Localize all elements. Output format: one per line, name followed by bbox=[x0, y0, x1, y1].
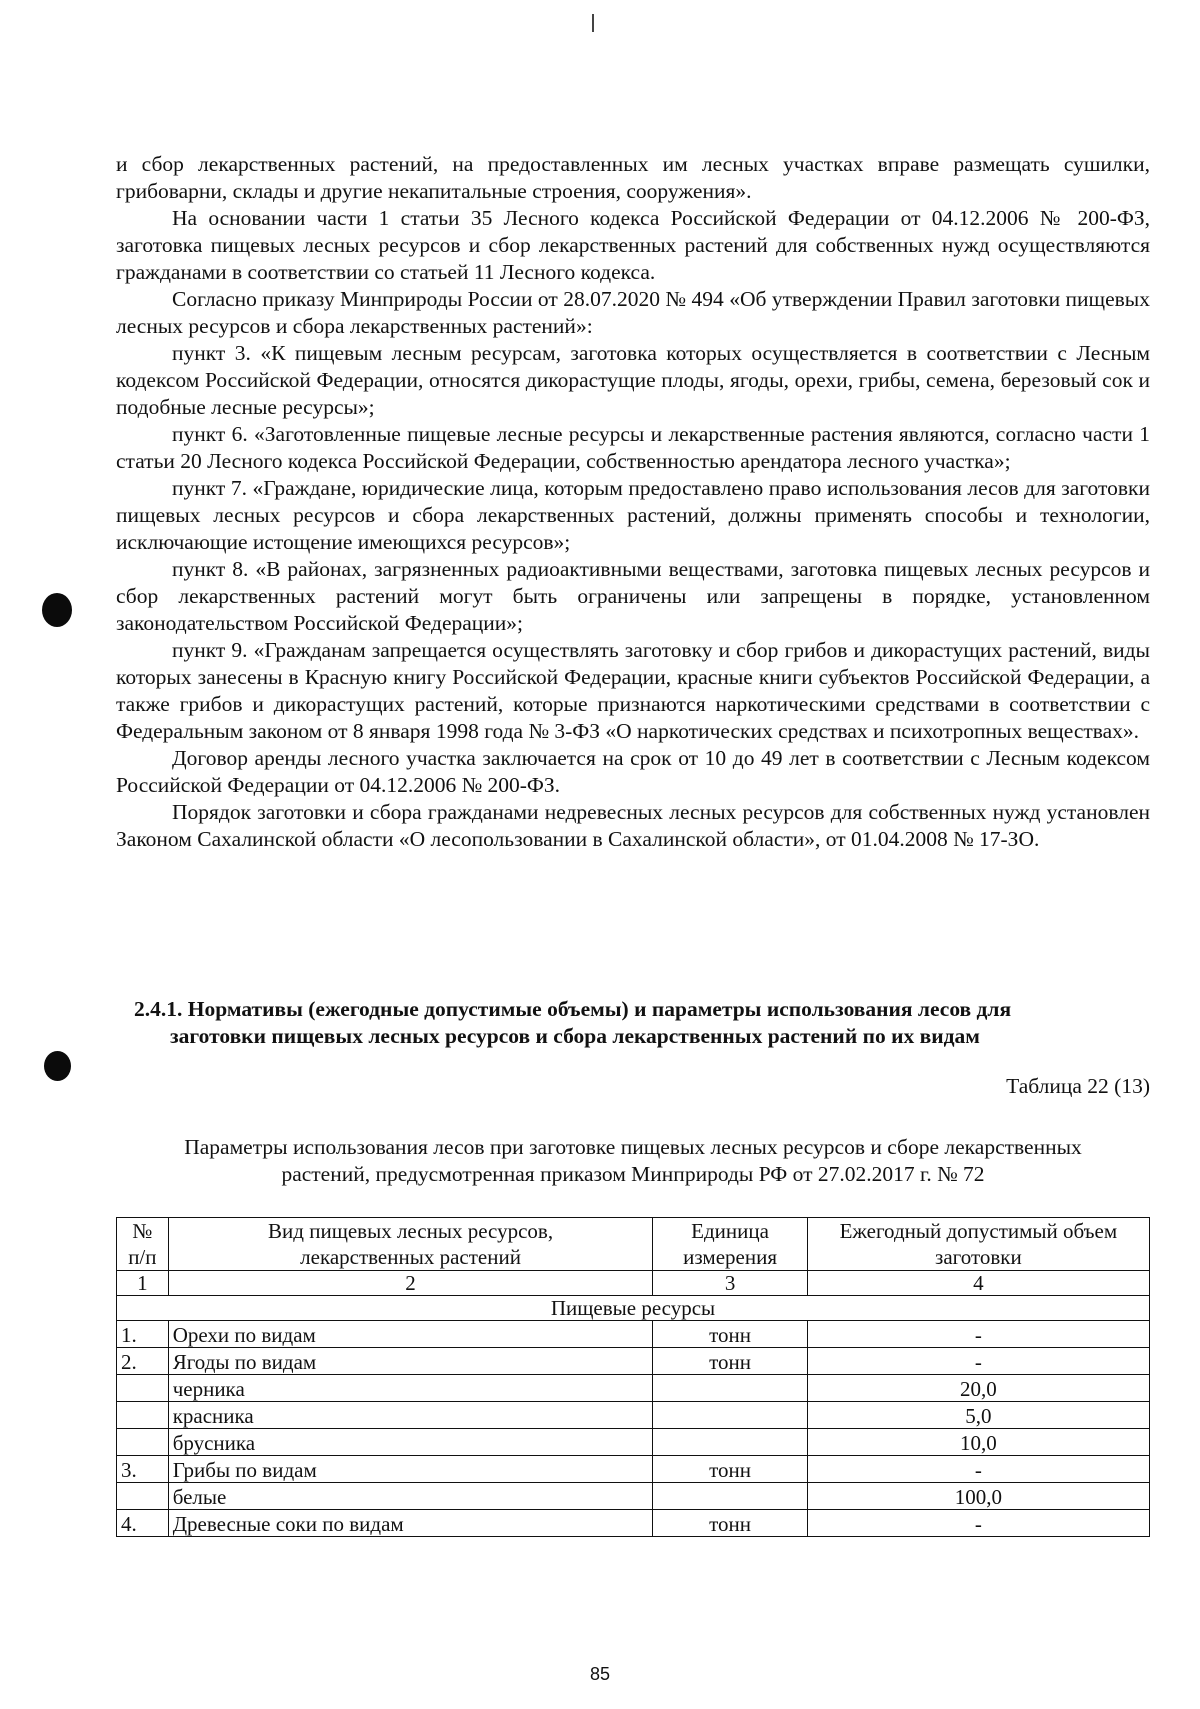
row-name: Ягоды по видам bbox=[168, 1348, 653, 1375]
section-heading-line1: 2.4.1. Нормативы (ежегодные допустимые объемы) и параметры использования лесов для bbox=[134, 997, 1012, 1021]
binder-hole-mark bbox=[44, 1051, 71, 1081]
column-number: 4 bbox=[807, 1271, 1149, 1296]
column-number: 3 bbox=[653, 1271, 807, 1296]
section-heading bbox=[116, 996, 1150, 1050]
table-row bbox=[117, 1483, 1150, 1510]
column-number: 2 bbox=[168, 1271, 653, 1296]
row-unit bbox=[653, 1483, 807, 1510]
page-number: 85 bbox=[589, 1664, 611, 1684]
row-volume: 5,0 bbox=[807, 1402, 1149, 1429]
row-unit bbox=[653, 1402, 807, 1429]
row-num bbox=[117, 1429, 169, 1456]
row-num: 1. bbox=[117, 1321, 169, 1348]
paragraph: пункт 8. «В районах, загрязненных радиоактивными веществами, заготовка пищевых лесных ресурсов и сбор лекарственных растений могут быть ограничены или запрещены в порядке, установленном законодательством Российской Федерации»; bbox=[116, 557, 1150, 635]
parameters-table bbox=[116, 1217, 1150, 1537]
paragraph: Согласно приказу Минприроды России от 28.07.2020 № 494 «Об утверждении Правил заготовки пищевых лесных ресурсов и сбора лекарственных растений»: bbox=[116, 287, 1150, 338]
section-label: Пищевые ресурсы bbox=[117, 1296, 1150, 1321]
body-text bbox=[116, 151, 1150, 853]
table-row bbox=[117, 1456, 1150, 1483]
row-unit: тонн bbox=[653, 1456, 807, 1483]
row-name: Орехи по видам bbox=[168, 1321, 653, 1348]
column-number-row bbox=[117, 1271, 1150, 1296]
row-unit: тонн bbox=[653, 1321, 807, 1348]
row-volume: - bbox=[807, 1348, 1149, 1375]
row-num bbox=[117, 1402, 169, 1429]
scan-mark bbox=[592, 14, 594, 32]
row-volume: 10,0 bbox=[807, 1429, 1149, 1456]
row-volume: 20,0 bbox=[807, 1375, 1149, 1402]
row-num bbox=[117, 1375, 169, 1402]
row-name: черника bbox=[168, 1375, 653, 1402]
paragraph: пункт 3. «К пищевым лесным ресурсам, заготовка которых осуществляется в соответствии с Лесным кодексом Российской Федерации, относятся дикорастущие плоды, ягоды, орехи, грибы, семена, березовый сок и подобные лесные ресурсы»; bbox=[116, 341, 1150, 419]
table-row bbox=[117, 1429, 1150, 1456]
binder-hole-mark bbox=[42, 593, 72, 627]
paragraph: пункт 6. «Заготовленные пищевые лесные ресурсы и лекарственные растения являются, согласно части 1 статьи 20 Лесного кодекса Российской Федерации, собственностью арендатора лесного участка»; bbox=[116, 422, 1150, 473]
table-row bbox=[117, 1375, 1150, 1402]
paragraph: и сбор лекарственных растений, на предоставленных им лесных участках вправе размещать сушилки, грибоварни, склады и другие некапитальные строения, сооружения». bbox=[116, 152, 1150, 203]
row-name: брусника bbox=[168, 1429, 653, 1456]
table-row bbox=[117, 1510, 1150, 1537]
paragraph: Порядок заготовки и сбора гражданами недревесных лесных ресурсов для собственных нужд установлен Законом Сахалинской области «О лесопользовании в Сахалинской области», от 01.04.2008 № 17-ЗО. bbox=[116, 800, 1150, 851]
row-unit bbox=[653, 1375, 807, 1402]
row-num bbox=[117, 1483, 169, 1510]
paragraph: На основании части 1 статьи 35 Лесного кодекса Российской Федерации от 04.12.2006 № 200-ФЗ, заготовка пищевых лесных ресурсов и сбор лекарственных растений для собственных нужд осуществляются гражданами в соответствии со статьей 11 Лесного кодекса. bbox=[116, 206, 1150, 284]
table-label: Таблица 22 (13) bbox=[1006, 1074, 1150, 1098]
section-heading-line2: заготовки пищевых лесных ресурсов и сбора лекарственных растений по их видам bbox=[170, 1024, 980, 1048]
row-num: 4. bbox=[117, 1510, 169, 1537]
table-row bbox=[117, 1402, 1150, 1429]
row-unit bbox=[653, 1429, 807, 1456]
row-volume: - bbox=[807, 1456, 1149, 1483]
row-name: красника bbox=[168, 1402, 653, 1429]
paragraph: пункт 9. «Гражданам запрещается осуществлять заготовку и сбор грибов и дикорастущих растений, виды которых занесены в Красную книгу Российской Федерации, красные книги субъектов Российской Федерации, а также грибов и дикорастущих растений, которые признаются наркотическими средствами в соответствии с Федеральным законом от 8 января 1998 года № 3-ФЗ «О наркотических средствах и психотропных веществах». bbox=[116, 638, 1150, 743]
row-unit: тонн bbox=[653, 1348, 807, 1375]
row-unit: тонн bbox=[653, 1510, 807, 1537]
row-volume: - bbox=[807, 1321, 1149, 1348]
header-num: № п/п bbox=[117, 1218, 169, 1271]
row-volume: - bbox=[807, 1510, 1149, 1537]
header-unit: Единица измерения bbox=[653, 1218, 807, 1271]
table-row bbox=[117, 1321, 1150, 1348]
table-title-line2: растений, предусмотренная приказом Минприроды РФ от 27.02.2017 г. № 72 bbox=[281, 1162, 985, 1186]
table-title bbox=[116, 1134, 1150, 1188]
table-section-row bbox=[117, 1296, 1150, 1321]
table-title-line1: Параметры использования лесов при заготовке пищевых лесных ресурсов и сборе лекарственных bbox=[184, 1135, 1082, 1159]
row-volume: 100,0 bbox=[807, 1483, 1149, 1510]
row-num: 3. bbox=[117, 1456, 169, 1483]
header-name: Вид пищевых лесных ресурсов, лекарственных растений bbox=[168, 1218, 653, 1271]
table-row bbox=[117, 1348, 1150, 1375]
paragraph: Договор аренды лесного участка заключается на срок от 10 до 49 лет в соответствии с Лесным кодексом Российской Федерации от 04.12.2006 № 200-ФЗ. bbox=[116, 746, 1150, 797]
table-header-row bbox=[117, 1218, 1150, 1271]
header-volume: Ежегодный допустимый объем заготовки bbox=[807, 1218, 1149, 1271]
row-name: белые bbox=[168, 1483, 653, 1510]
paragraph: пункт 7. «Граждане, юридические лица, которым предоставлено право использования лесов для заготовки пищевых лесных ресурсов и сбора лекарственных растений, должны применять способы и технологии, исключающие истощение имеющихся ресурсов»; bbox=[116, 476, 1150, 554]
column-number: 1 bbox=[117, 1271, 169, 1296]
row-num: 2. bbox=[117, 1348, 169, 1375]
row-name: Грибы по видам bbox=[168, 1456, 653, 1483]
row-name: Древесные соки по видам bbox=[168, 1510, 653, 1537]
